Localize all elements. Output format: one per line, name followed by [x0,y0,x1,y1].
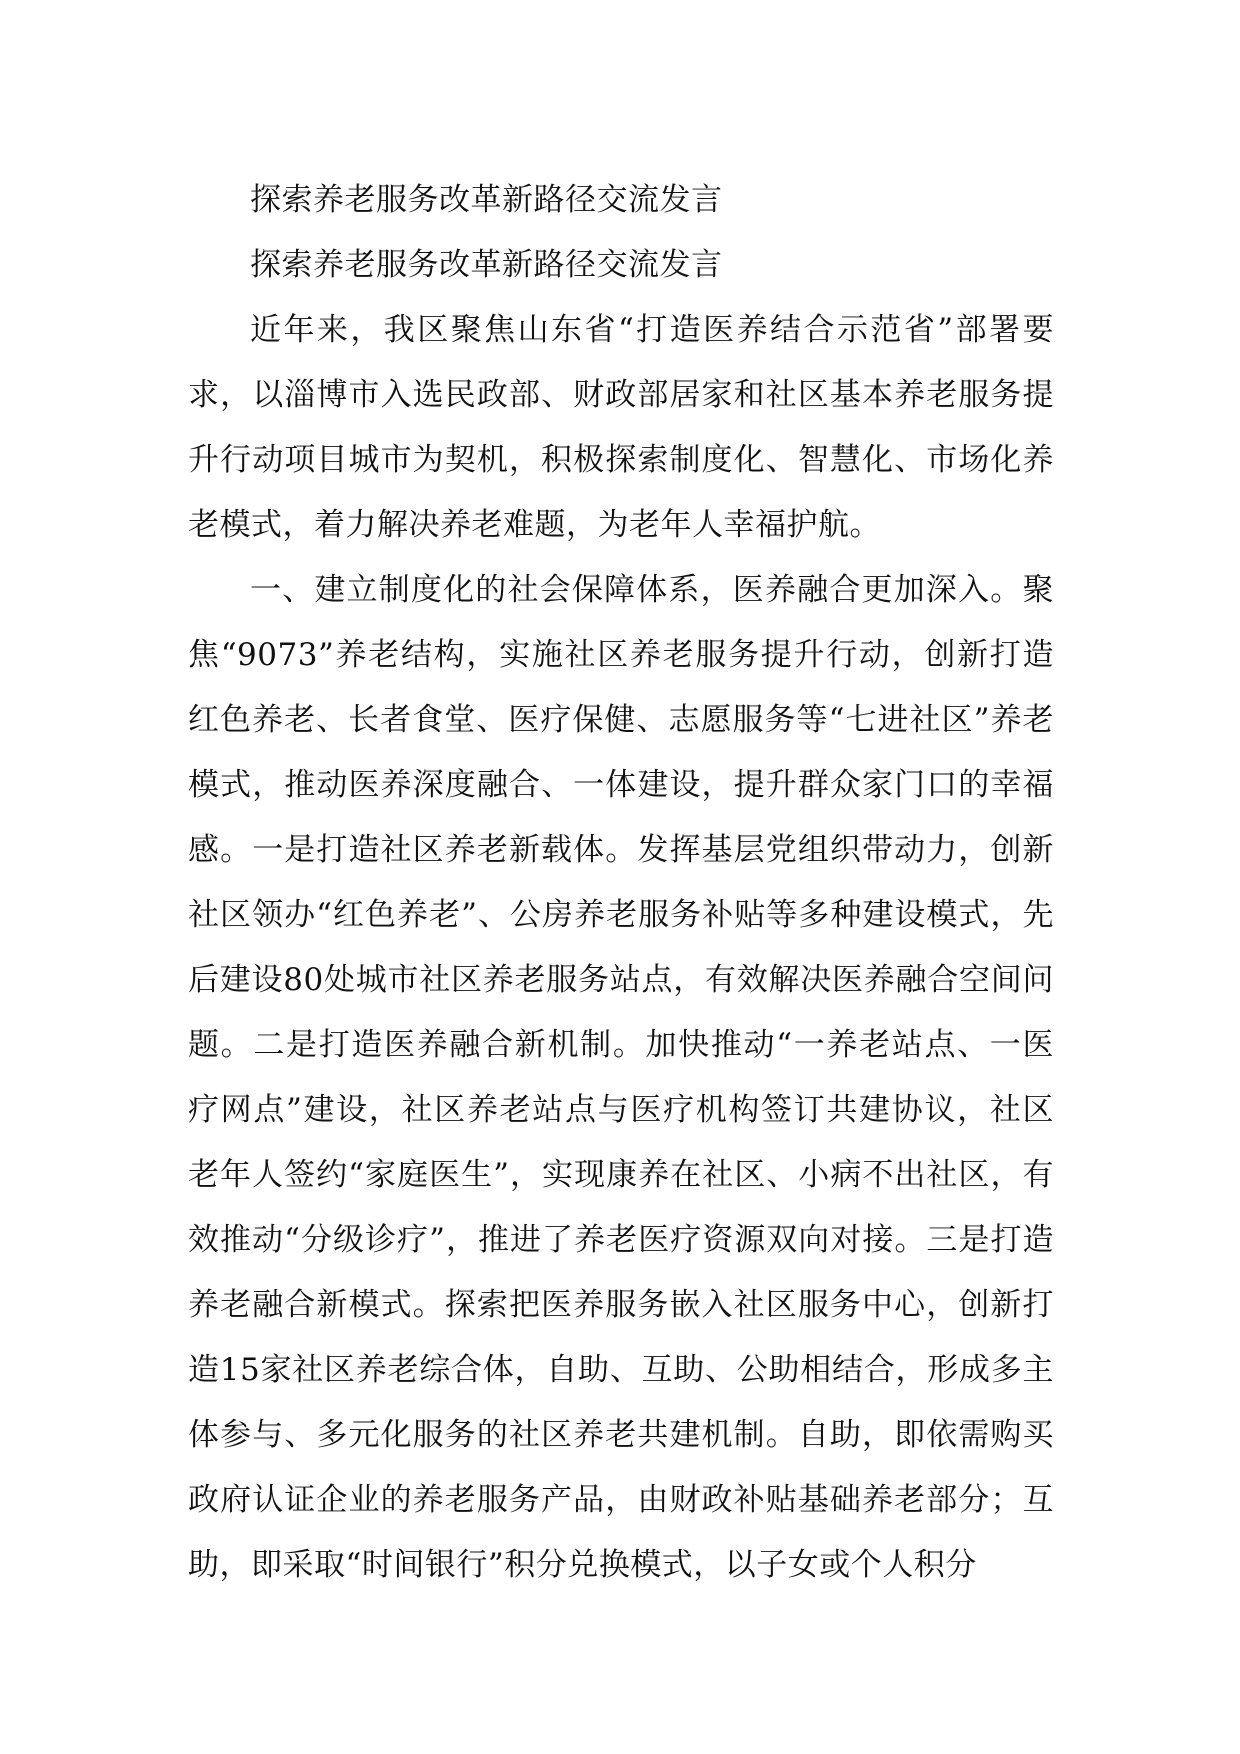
paragraph-section-one: 一、建立制度化的社会保障体系，医养融合更加深入。聚焦“9073”养老结构，实施社区养老服务提升行动，创新打造红色养老、长者食堂、医疗保健、志愿服务等“七进社区”养老模式，推动医养深度融合、一体建设，提升群众家门口的幸福感。一是打造社区养老新载体。发挥基层党组织带动力，创新社区领办“红色养老”、公房养老服务补贴等多种建设模式，先后建设80处城市社区养老服务站点，有效解决医养融合空间问题。二是打造医养融合新机制。加快推动“一养老站点、一医疗网点”建设，社区养老站点与医疗机构签订共建协议，社区老年人签约“家庭医生”，实现康养在社区、小病不出社区，有效推动“分级诊疗”，推进了养老医疗资源双向对接。三是打造养老融合新模式。探索把医养服务嵌入社区服务中心，创新打造15家社区养老综合体，自助、互助、公助相结合，形成多主体参与、多元化服务的社区养老共建机制。自助，即依需购买政府认证企业的养老服务产品，由财政补贴基础养老部分；互助，即采取“时间银行”积分兑换模式，以子女或个人积分 [188,572,1054,1583]
document-subtitle: 探索养老服务改革新路径交流发言 [250,247,723,283]
document-title: 探索养老服务改革新路径交流发言 [250,182,723,218]
document-body [188,168,1054,1598]
paragraph-intro: 近年来，我区聚焦山东省“打造医养结合示范省”部署要求，以淄博市入选民政部、财政部居家和社区基本养老服务提升行动项目城市为契机，积极探索制度化、智慧化、市场化养老模式，着力解决养老难题，为老年人幸福护航。 [188,312,1054,543]
